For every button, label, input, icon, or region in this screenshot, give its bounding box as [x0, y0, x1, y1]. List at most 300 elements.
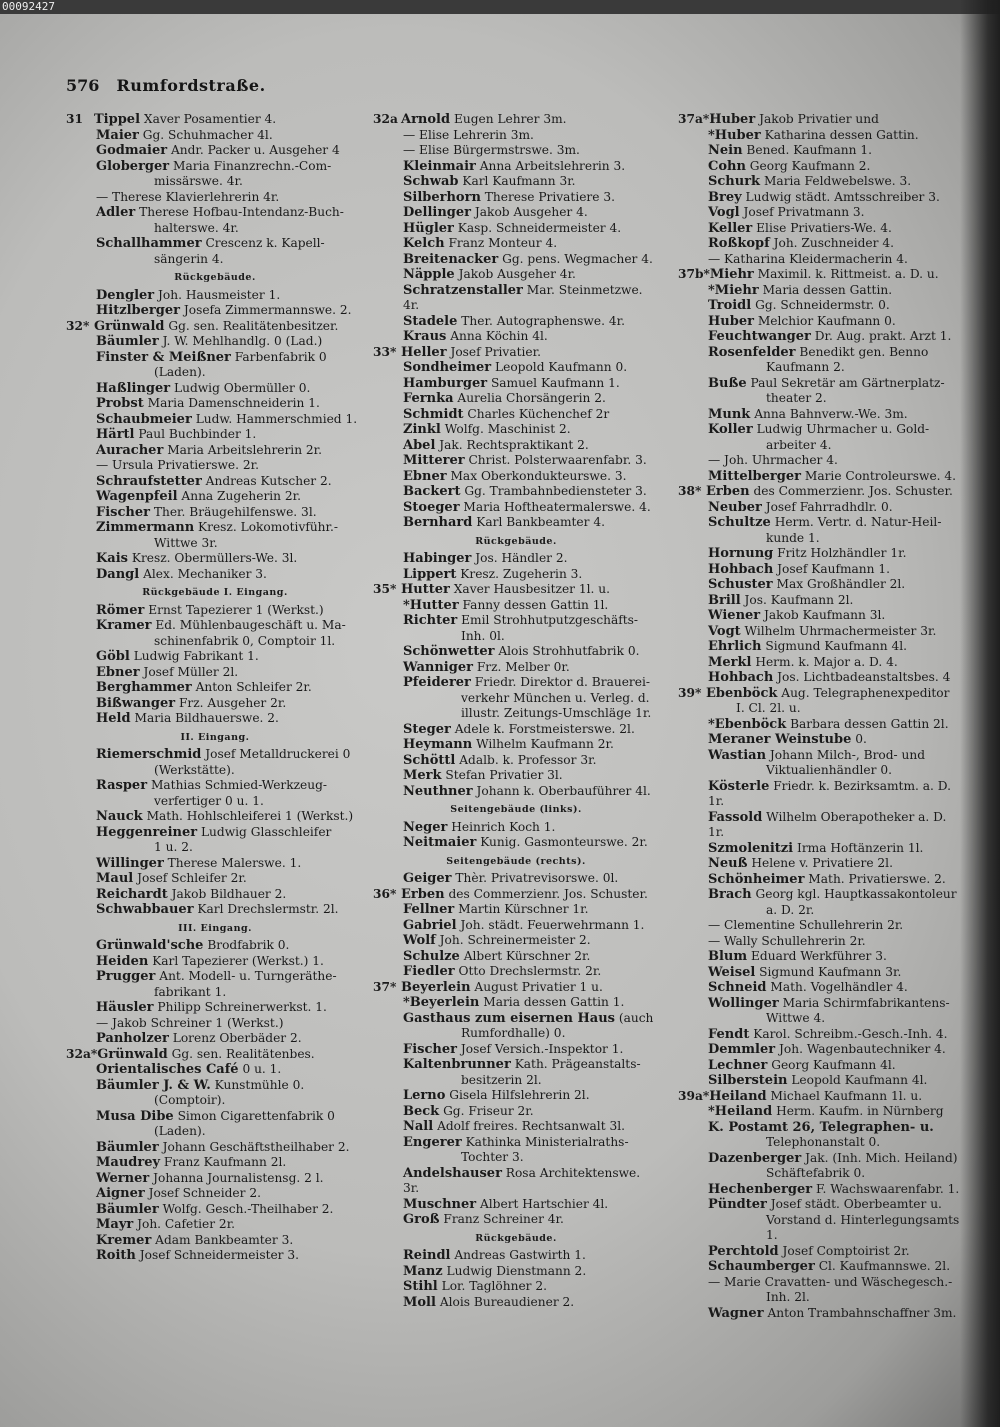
directory-entry	[678, 205, 964, 221]
directory-entry	[678, 236, 964, 252]
resident-name: Hügler	[403, 220, 454, 236]
resident-name: Panholzer	[96, 1031, 169, 1046]
directory-entry	[373, 112, 659, 128]
resident-name: Orientalisches Café	[96, 1062, 239, 1077]
resident-name: Erben	[401, 886, 445, 902]
resident-details: Gg. Friseur 2r.	[443, 1103, 534, 1118]
resident-details: Maria dessen Gattin.	[762, 282, 893, 297]
directory-entry	[373, 1279, 659, 1295]
resident-name: Stoeger	[403, 499, 460, 515]
resident-name: Ebner	[96, 664, 140, 680]
directory-entry	[66, 1233, 364, 1249]
directory-entry	[678, 624, 964, 640]
directory-entry	[373, 835, 659, 851]
resident-details: Karl Bankbeamter 4.	[476, 515, 605, 529]
resident-details: Paul Sekretär am Gärtnerplatz-	[750, 375, 945, 390]
directory-entry	[66, 1217, 364, 1233]
directory-entry	[678, 872, 964, 888]
directory-entry	[373, 613, 659, 644]
directory-entry	[373, 159, 659, 175]
resident-name: Grünwald'sche	[96, 938, 204, 953]
resident-details: — Katharina Kleidermacherin 4.	[708, 251, 908, 266]
resident-name: Habinger	[403, 551, 472, 566]
resident-name: Wagenpfeil	[96, 489, 178, 504]
resident-name: Kaltenbrunner	[403, 1057, 511, 1072]
resident-name: Weisel	[708, 964, 756, 980]
resident-details: — Marie Cravatten- und Wäschegesch.-	[708, 1274, 953, 1289]
resident-details: Lor. Taglöhner 2.	[441, 1279, 547, 1293]
resident-details-continued: Wittwe 3r.	[154, 535, 218, 550]
directory-entry	[373, 675, 659, 722]
resident-details: Frz. Ausgeher 2r.	[178, 695, 287, 710]
resident-name: Nall	[403, 1119, 434, 1134]
resident-details: Kunstmühle 0.	[214, 1077, 305, 1092]
resident-details: Maximil. k. Rittmeist. a. D. u.	[757, 267, 939, 281]
resident-details: Jakob Bildhauer 2.	[171, 886, 287, 901]
resident-details: Adam Bankbeamter 3.	[155, 1232, 294, 1247]
directory-entry	[678, 810, 964, 841]
page-header	[66, 76, 266, 95]
resident-details: Joh. städt. Feuerwehrmann 1.	[460, 917, 645, 932]
resident-name: Schaubmeier	[96, 411, 192, 427]
directory-entry	[373, 1166, 659, 1197]
resident-name: Adler	[96, 205, 136, 220]
resident-details: — Ursula Privatierswe. 2r.	[96, 458, 259, 472]
resident-name: Buße	[708, 375, 747, 391]
resident-name: Kelch	[403, 236, 445, 251]
resident-name: Feuchtwanger	[708, 329, 811, 344]
directory-entry	[66, 1171, 364, 1187]
resident-details: Anna Bahnverw.-We. 3m.	[754, 406, 908, 421]
resident-details: Wolfg. Gesch.-Theilhaber 2.	[162, 1201, 334, 1216]
resident-details: — Elise Bürgermstrswe. 3m.	[403, 143, 580, 157]
resident-details: Gg. Schuhmacher 4l.	[142, 127, 273, 142]
resident-name: Fernka	[403, 391, 454, 406]
house-number: 35*	[373, 582, 397, 596]
house-number: 39a*	[678, 1088, 710, 1103]
resident-details: Anna Zugeherin 2r.	[181, 489, 302, 503]
resident-details: Maria Bildhauerswe. 2.	[134, 711, 279, 725]
directory-entry	[373, 722, 659, 738]
resident-details: Wilhelm Uhrmachermeister 3r.	[744, 623, 937, 638]
resident-details: Thèr. Privatrevisorswe. 0l.	[455, 871, 619, 885]
resident-details: Jakob Ausgeher 4r.	[458, 267, 576, 281]
directory-entry	[66, 143, 364, 159]
resident-name: Schaumberger	[708, 1259, 815, 1274]
resident-name: Sondheimer	[403, 360, 492, 375]
directory-entry	[66, 649, 364, 665]
resident-name: Dangl	[96, 566, 140, 582]
directory-entry	[373, 918, 659, 934]
resident-details: Cl. Kaufmannswe. 2l.	[818, 1259, 951, 1273]
resident-name: Rasper	[96, 778, 148, 793]
resident-details: Kresz. Obermüllers-We. 3l.	[131, 551, 298, 565]
scan-id: 00092427	[2, 0, 55, 13]
resident-name: Andelshauser	[403, 1165, 502, 1181]
resident-details: Marie Controleurswe. 4.	[804, 468, 957, 483]
directory-entry	[373, 964, 659, 980]
resident-name: Musa Dibe	[96, 1108, 174, 1124]
resident-name: Mitterer	[403, 453, 465, 468]
resident-details-continued: (Laden).	[154, 365, 206, 379]
resident-details: Kathinka Ministerialraths-	[465, 1134, 629, 1149]
resident-name: Miehr	[709, 267, 754, 282]
directory-entry	[66, 567, 364, 583]
resident-name: Kais	[96, 551, 128, 566]
resident-name: Wollinger	[708, 995, 779, 1011]
resident-name: Silberhorn	[403, 189, 481, 205]
resident-name: Schmidt	[403, 406, 464, 422]
resident-details: Dr. Aug. prakt. Arzt 1.	[814, 329, 952, 343]
directory-entry	[678, 1073, 964, 1089]
resident-name: Beyerlein	[401, 979, 471, 995]
resident-details: Ed. Mühlenbaugeschäft u. Ma-	[155, 618, 346, 632]
resident-details: Ernst Tapezierer 1 (Werkst.)	[148, 602, 324, 617]
directory-entry	[373, 360, 659, 376]
resident-name: Schratzenstaller	[403, 282, 523, 298]
resident-details-continued: verkehr München u. Verleg. d. illustr. Zeitungs-Umschläge 1r.	[461, 690, 652, 720]
resident-details: Wilhelm Kaufmann 2r.	[476, 737, 614, 751]
section-heading: Rückgebäude I. Eingang.	[142, 587, 288, 598]
directory-entry	[678, 1027, 964, 1043]
directory-entry	[373, 190, 659, 206]
directory-entry	[66, 1000, 364, 1016]
resident-details: Josef städt. Oberbeamter u.	[770, 1197, 942, 1211]
directory-entry	[373, 644, 659, 660]
resident-details: Jos. Lichtbadeanstaltsbes. 4	[777, 670, 951, 684]
resident-details: Josef Fahrradhdlr. 0.	[765, 499, 893, 514]
directory-entry	[678, 934, 964, 950]
house-number: 36*	[373, 886, 397, 901]
resident-details: Ludwig Uhrmacher u. Gold-	[756, 422, 930, 436]
directory-entry	[66, 1047, 364, 1063]
directory-entry	[66, 1140, 364, 1156]
resident-name: Koller	[708, 422, 753, 437]
resident-name: *Miehr	[708, 282, 759, 298]
resident-name: Lechner	[708, 1057, 768, 1073]
column-3	[678, 112, 964, 1321]
directory-entry	[66, 350, 364, 381]
resident-details: Johann Milch-, Brod- und	[769, 747, 926, 762]
resident-details: Therese Privatiere 3.	[484, 189, 615, 204]
resident-name: Aigner	[96, 1186, 145, 1201]
resident-name: Härtl	[96, 427, 135, 442]
directory-entry	[373, 329, 659, 345]
resident-name: Perchtold	[708, 1243, 779, 1259]
directory-entry	[678, 407, 964, 423]
resident-details: Alois Bureaudiener 2.	[439, 1294, 575, 1309]
directory-entry	[678, 562, 964, 578]
resident-name: Fiedler	[403, 964, 455, 979]
directory-entry	[678, 639, 964, 655]
resident-details: Simon Cigarettenfabrik 0	[177, 1108, 335, 1123]
directory-entry	[373, 391, 659, 407]
directory-entry	[66, 887, 364, 903]
directory-entry	[66, 747, 364, 778]
resident-name: Globerger	[96, 158, 170, 174]
resident-name: Meraner Weinstube	[708, 732, 852, 747]
directory-entry	[678, 221, 964, 237]
resident-details: Jakob Kaufmann 3l.	[764, 608, 886, 622]
column-1	[66, 112, 364, 1264]
resident-details: Maria Schirmfabrikantens-	[782, 995, 950, 1010]
resident-name: Moll	[403, 1294, 436, 1310]
resident-details: Otto Drechslermstr. 2r.	[458, 964, 602, 978]
directory-entry	[66, 551, 364, 567]
directory-entry	[678, 577, 964, 593]
directory-entry	[678, 841, 964, 857]
resident-details: — Joh. Uhrmacher 4.	[708, 453, 838, 467]
directory-entry	[373, 784, 659, 800]
directory-entry	[678, 1058, 964, 1074]
resident-details: Ludwig Fabrikant 1.	[133, 649, 259, 663]
resident-details: Katharina dessen Gattin.	[764, 127, 919, 142]
resident-details: Gg. sen. Realitätenbesitzer.	[168, 318, 339, 333]
directory-entry	[678, 655, 964, 671]
resident-details: Stefan Privatier 3l.	[445, 768, 563, 782]
resident-details-continued: arbeiter 4.	[766, 437, 832, 452]
directory-entry	[66, 458, 364, 474]
directory-entry	[373, 128, 659, 144]
resident-name: Held	[96, 711, 131, 726]
resident-name: Schallhammer	[96, 236, 202, 251]
directory-entry	[678, 717, 964, 733]
directory-entry	[678, 174, 964, 190]
directory-entry	[678, 670, 964, 686]
resident-details: — Therese Klavierlehrerin 4r.	[96, 189, 280, 204]
directory-entry	[373, 1135, 659, 1166]
directory-entry	[678, 1151, 964, 1182]
directory-entry	[373, 438, 659, 454]
resident-name: Roßkopf	[708, 236, 770, 251]
resident-details: Math. Privatierswe. 2.	[808, 871, 946, 886]
directory-entry	[66, 680, 364, 696]
resident-details: Karl Drechslermstr. 2l.	[197, 902, 339, 916]
resident-name: Fischer	[403, 1041, 457, 1057]
directory-entry	[678, 500, 964, 516]
directory-entry	[678, 376, 964, 407]
resident-details: Joh. Wagenbautechniker 4.	[779, 1042, 946, 1056]
resident-details: Anton Schleifer 2r.	[195, 680, 312, 694]
directory-entry	[66, 112, 364, 128]
resident-name: Nein	[708, 143, 743, 158]
resident-name: Manz	[403, 1263, 443, 1279]
directory-entry	[678, 1244, 964, 1260]
resident-name: Wolf	[403, 933, 436, 948]
resident-name: Römer	[96, 602, 145, 618]
resident-name: Breitenacker	[403, 251, 499, 267]
directory-entry	[66, 618, 364, 649]
directory-entry	[678, 593, 964, 609]
resident-details: Friedr. k. Bezirksamtm. a. D. 1r.	[708, 778, 951, 808]
resident-name: Dengler	[96, 287, 155, 303]
resident-details-continued: Rumfordhalle) 0.	[461, 1026, 566, 1040]
directory-entry	[678, 779, 964, 810]
resident-name: Schurk	[708, 174, 761, 189]
resident-details-continued: schinenfabrik 0, Comptoir 1l.	[154, 633, 336, 648]
resident-details: Elise Privatiers-We. 4.	[756, 220, 892, 235]
resident-details: Albert Hartschier 4l.	[479, 1196, 609, 1211]
resident-details: Karl Kaufmann 3r.	[462, 174, 576, 188]
resident-details: Josef Comptoirist 2r.	[782, 1243, 910, 1258]
directory-entry	[66, 1186, 364, 1202]
directory-entry	[678, 1042, 964, 1058]
directory-entry	[373, 174, 659, 190]
resident-details: Emil Strohhutputzgeschäfts-	[461, 613, 639, 627]
directory-entry	[678, 1104, 964, 1120]
resident-name: Schönheimer	[708, 871, 805, 887]
resident-details: Jos. Kaufmann 2l.	[744, 592, 854, 607]
directory-entry	[66, 427, 364, 443]
directory-entry	[66, 288, 364, 304]
resident-details: — Clementine Schullehrerin 2r.	[708, 918, 904, 932]
resident-details: Ludw. Hammerschmied 1.	[195, 411, 358, 426]
resident-details-continued: Viktualienhändler 0.	[766, 763, 892, 777]
resident-details-continued: halterswe. 4r.	[154, 220, 239, 235]
resident-name: Fendt	[708, 1026, 750, 1042]
resident-name: Dazenberger	[708, 1150, 802, 1166]
resident-details-continued: besitzerin 2l.	[461, 1072, 542, 1087]
resident-details: Gisela Hilfslehrerin 2l.	[449, 1088, 590, 1102]
resident-name: *Beyerlein	[403, 995, 480, 1010]
resident-name: Bäumler	[96, 1139, 159, 1155]
resident-name: Merk	[403, 768, 442, 783]
resident-name: Kösterle	[708, 778, 770, 794]
directory-entry	[66, 696, 364, 712]
house-number: 32a	[373, 112, 398, 126]
resident-name: Heiland	[709, 1088, 767, 1104]
directory-entry	[678, 1120, 964, 1151]
resident-name: Huber	[708, 313, 754, 329]
section-heading: Rückgebäude.	[475, 535, 557, 547]
resident-details: Gg. sen. Realitätenbes.	[171, 1046, 315, 1061]
resident-name: Szmolenitzi	[708, 840, 794, 856]
directory-entry	[66, 1078, 364, 1109]
street-title: Rumfordstraße.	[116, 76, 266, 95]
resident-name: Arnold	[401, 112, 451, 127]
resident-name: Abel	[403, 437, 436, 453]
directory-entry	[66, 205, 364, 236]
resident-name: Berghammer	[96, 680, 192, 695]
house-number: 32*	[66, 318, 90, 333]
resident-details: Johanna Journalistensg. 2 l.	[153, 1170, 324, 1185]
resident-name: Hechenberger	[708, 1181, 813, 1197]
resident-details: Rosa Architektenswe. 3r.	[403, 1165, 641, 1195]
resident-details: Andr. Packer u. Ausgeher 4	[170, 143, 340, 157]
resident-details: Wilhelm Oberapotheker a. D. 1r.	[708, 809, 947, 839]
resident-details: — Jakob Schreiner 1 (Werkst.)	[96, 1015, 284, 1030]
directory-entry	[66, 303, 364, 319]
resident-details: Franz Kaufmann 2l.	[163, 1155, 287, 1169]
resident-name: Keller	[708, 220, 753, 236]
resident-details: Alois Strohhutfabrik 0.	[498, 644, 640, 658]
resident-name: Bäumler	[96, 334, 159, 349]
directory-entry	[678, 314, 964, 330]
resident-name: Cohn	[708, 158, 746, 174]
directory-entry	[66, 236, 364, 267]
resident-details-continued: a. D. 2r.	[766, 902, 815, 917]
resident-details: Leopold Kaufmann 0.	[495, 360, 628, 374]
directory-entry	[66, 1016, 364, 1032]
resident-name: Heymann	[403, 737, 473, 752]
resident-details: des Commerzienr. Jos. Schuster.	[448, 886, 648, 901]
resident-details: Helene v. Privatiere 2l.	[751, 856, 893, 870]
resident-details: Eugen Lehrer 3m.	[453, 112, 567, 126]
resident-name: Gabriel	[403, 917, 457, 933]
resident-details: Max Großhändler 2l.	[776, 577, 906, 591]
resident-details: Martin Kürschner 1r.	[458, 902, 589, 916]
directory-entry	[373, 422, 659, 438]
directory-entry	[66, 969, 364, 1000]
resident-details: Andreas Kutscher 2.	[205, 473, 332, 488]
directory-entry	[66, 505, 364, 521]
resident-details: Josef Privatmann 3.	[743, 205, 865, 219]
resident-name: Huber	[709, 112, 756, 127]
resident-details: 0 u. 1.	[242, 1062, 282, 1076]
directory-entry	[373, 407, 659, 423]
resident-details: Friedr. Direktor d. Brauerei-	[474, 675, 650, 689]
directory-entry	[373, 1104, 659, 1120]
house-number: 33*	[373, 344, 397, 359]
directory-entry	[66, 396, 364, 412]
resident-details: Ant. Modell- u. Turngeräthe-	[159, 969, 337, 983]
resident-details: Adalb. k. Professor 3r.	[459, 752, 597, 767]
resident-name: Ebner	[403, 468, 447, 484]
resident-name: Pfeiderer	[403, 675, 471, 690]
resident-name: Demmler	[708, 1042, 776, 1057]
resident-name: Engerer	[403, 1134, 462, 1150]
house-number: 37b*	[678, 267, 710, 281]
directory-entry	[678, 422, 964, 453]
resident-details: Georg kgl. Hauptkassakontoleur	[755, 887, 957, 901]
resident-name: Willinger	[96, 855, 164, 871]
page-number: 576	[66, 76, 100, 95]
directory-entry	[373, 143, 659, 159]
resident-name: Werner	[96, 1170, 150, 1186]
directory-entry	[678, 546, 964, 562]
directory-entry	[373, 515, 659, 531]
resident-name: *Ebenböck	[708, 716, 787, 732]
resident-name: Vogl	[708, 205, 740, 220]
directory-entry	[373, 376, 659, 392]
page-binding-shadow	[960, 0, 1000, 1427]
resident-name: Tippel	[94, 112, 141, 127]
resident-name: Lerno	[403, 1088, 446, 1103]
resident-name: Neuthner	[403, 783, 473, 799]
resident-name: Erben	[706, 484, 750, 499]
directory-entry	[678, 283, 964, 299]
resident-details: Josef Metalldruckerei 0	[205, 747, 351, 761]
resident-details-continued: fabrikant 1.	[154, 984, 227, 999]
resident-details: Jak. Rechtspraktikant 2.	[439, 437, 589, 452]
resident-details: Charles Küchenchef 2r	[467, 406, 610, 421]
resident-name: Wiener	[708, 608, 761, 623]
resident-name: Zinkl	[403, 422, 441, 437]
directory-entry	[66, 938, 364, 954]
directory-entry	[66, 711, 364, 727]
directory-entry	[66, 1062, 364, 1078]
resident-name: Häusler	[96, 1000, 154, 1015]
directory-entry	[373, 933, 659, 949]
resident-details: Sigmund Kaufmann 3r.	[759, 964, 902, 979]
resident-name: Mayr	[96, 1217, 134, 1232]
resident-details: Joh. Cafetier 2r.	[137, 1217, 236, 1231]
resident-details: Karl Tapezierer (Werkst.) 1.	[152, 953, 324, 968]
resident-details: Max Oberkondukteurswe. 3.	[450, 468, 627, 483]
resident-name: Bernhard	[403, 515, 473, 530]
directory-entry	[373, 314, 659, 330]
resident-details: — Wally Schullehrerin 2r.	[708, 933, 866, 948]
